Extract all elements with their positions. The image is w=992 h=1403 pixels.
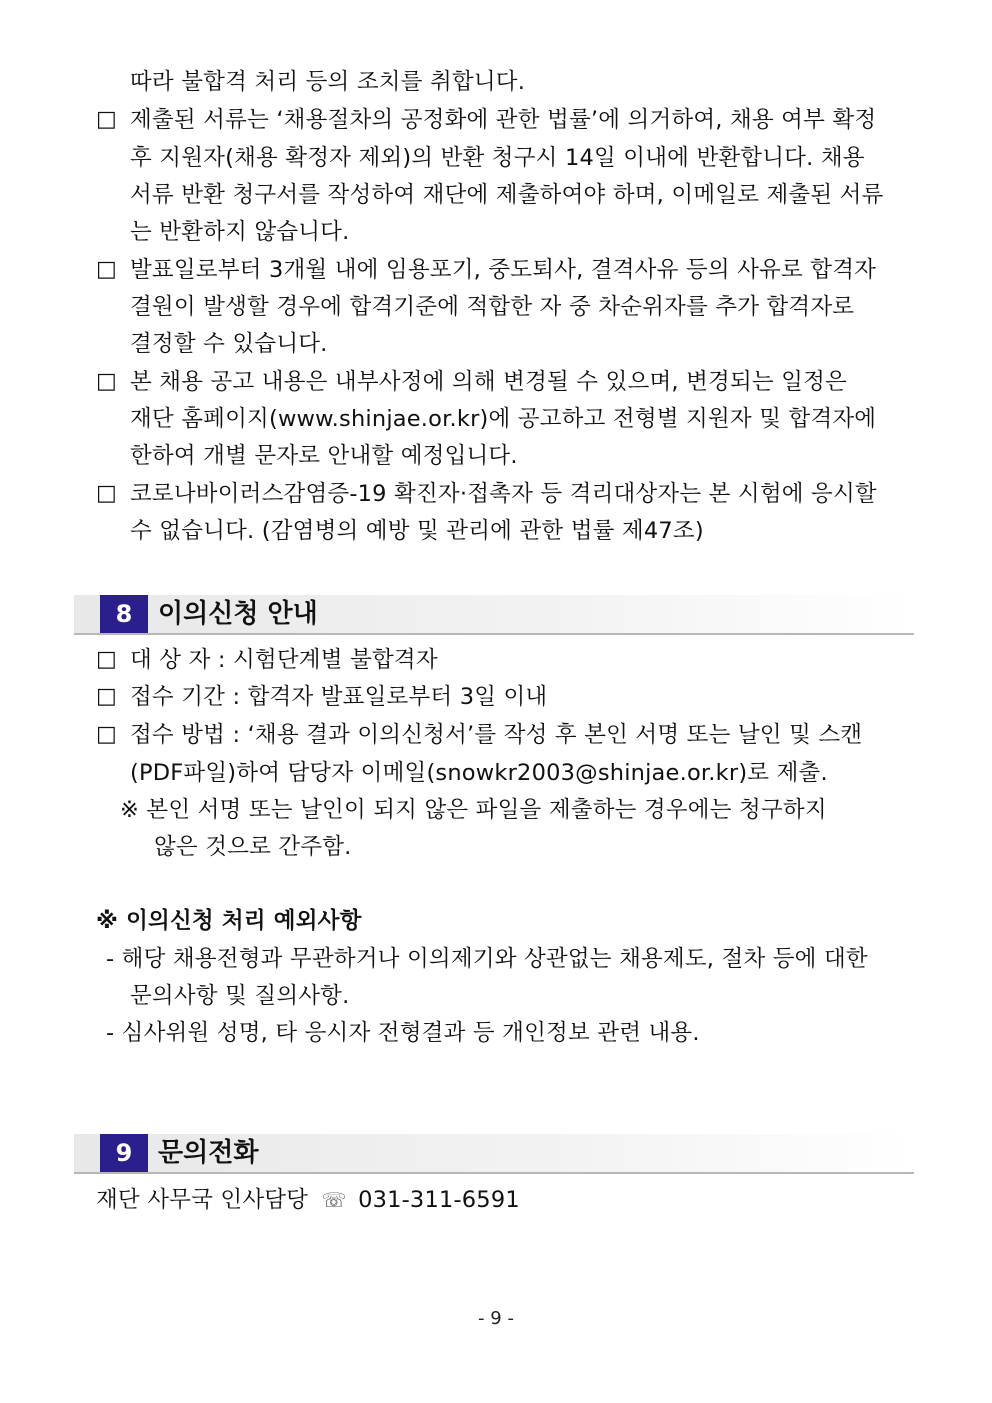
objection-method-continuation: (PDF파일)하여 담당자 이메일(snowkr2003@shinjae.or.kr)로 제출. [130, 760, 828, 786]
checkbox-bullet-icon: □ [96, 647, 117, 672]
contact-label: 재단 사무국 인사담당 [96, 1187, 309, 1213]
section-header-contact [74, 1134, 914, 1174]
section-header-objection [74, 595, 914, 635]
exception-item: - 심사위원 성명, 타 응시자 전형결과 등 개인정보 관련 내용. [106, 1020, 700, 1046]
phone-icon: ☏ [321, 1188, 347, 1212]
notice-item-text: 한하여 개별 문자로 안내할 예정입니다. [130, 443, 518, 469]
objection-method: 접수 방법 : ‘채용 결과 이의신청서’를 작성 후 본인 서명 또는 날인 및 스캔 [130, 722, 863, 748]
objection-target: 대 상 자 : 시험단계별 불합격자 [130, 647, 438, 673]
contact-line [96, 1185, 952, 1215]
section-number-badge: 9 [100, 1134, 148, 1172]
checkbox-bullet-icon: □ [96, 369, 117, 394]
notice-item-text: 서류 반환 청구서를 작성하여 재단에 제출하여야 하며, 이메일로 제출된 서류 [130, 182, 884, 208]
continuation-text: 따라 불합격 처리 등의 조치를 취합니다. [130, 69, 526, 95]
notice-item-text: 는 반환하지 않습니다. [130, 219, 350, 245]
exception-title: ※ 이의신청 처리 예외사항 [96, 908, 362, 934]
checkbox-bullet-icon: □ [96, 684, 117, 709]
exception-item: 문의사항 및 질의사항. [130, 983, 350, 1009]
checkbox-bullet-icon: □ [96, 722, 117, 747]
phone-number: 031-311-6591 [358, 1187, 520, 1213]
section-number-badge: 8 [100, 595, 148, 633]
notice-item-text: 제출된 서류는 ‘채용절차의 공정화에 관한 법률’에 의거하여, 채용 여부 확정 [130, 107, 877, 133]
notice-item-text: 재단 홈페이지(www.shinjae.or.kr)에 공고하고 전형별 지원자 및 합격자에 [130, 406, 877, 432]
objection-note: ※ 본인 서명 또는 날인이 되지 않은 파일을 제출하는 경우에는 청구하지 [120, 797, 827, 823]
notice-item-text: 수 없습니다. (감염병의 예방 및 관리에 관한 법률 제47조) [130, 518, 704, 544]
notice-item-text: 결원이 발생할 경우에 합격기준에 적합한 자 중 차순위자를 추가 합격자로 [130, 294, 855, 320]
notice-item-text: 코로나바이러스감염증-19 확진자·접촉자 등 격리대상자는 본 시험에 응시할 [130, 481, 877, 507]
checkbox-bullet-icon: □ [96, 257, 117, 282]
notice-item-text: 본 채용 공고 내용은 내부사정에 의해 변경될 수 있으며, 변경되는 일정은 [130, 369, 847, 395]
notice-item-text: 발표일로부터 3개월 내에 임용포기, 중도퇴사, 결격사유 등의 사유로 합격자 [130, 257, 877, 283]
exception-item: - 해당 채용전형과 무관하거나 이의제기와 상관없는 채용제도, 절차 등에 대한 [106, 946, 868, 972]
objection-note: 않은 것으로 간주함. [154, 834, 352, 860]
checkbox-bullet-icon: □ [96, 481, 117, 506]
notice-item-text: 후 지원자(채용 확정자 제외)의 반환 청구시 14일 이내에 반환합니다. 채용 [130, 145, 865, 171]
notice-item-text: 결정할 수 있습니다. [130, 331, 328, 357]
section-title: 문의전화 [158, 1138, 259, 1168]
checkbox-bullet-icon: □ [96, 107, 117, 132]
section-title: 이의신청 안내 [158, 599, 318, 629]
page-number: - 9 - [478, 1308, 514, 1329]
objection-period: 접수 기간 : 합격자 발표일로부터 3일 이내 [130, 684, 548, 710]
